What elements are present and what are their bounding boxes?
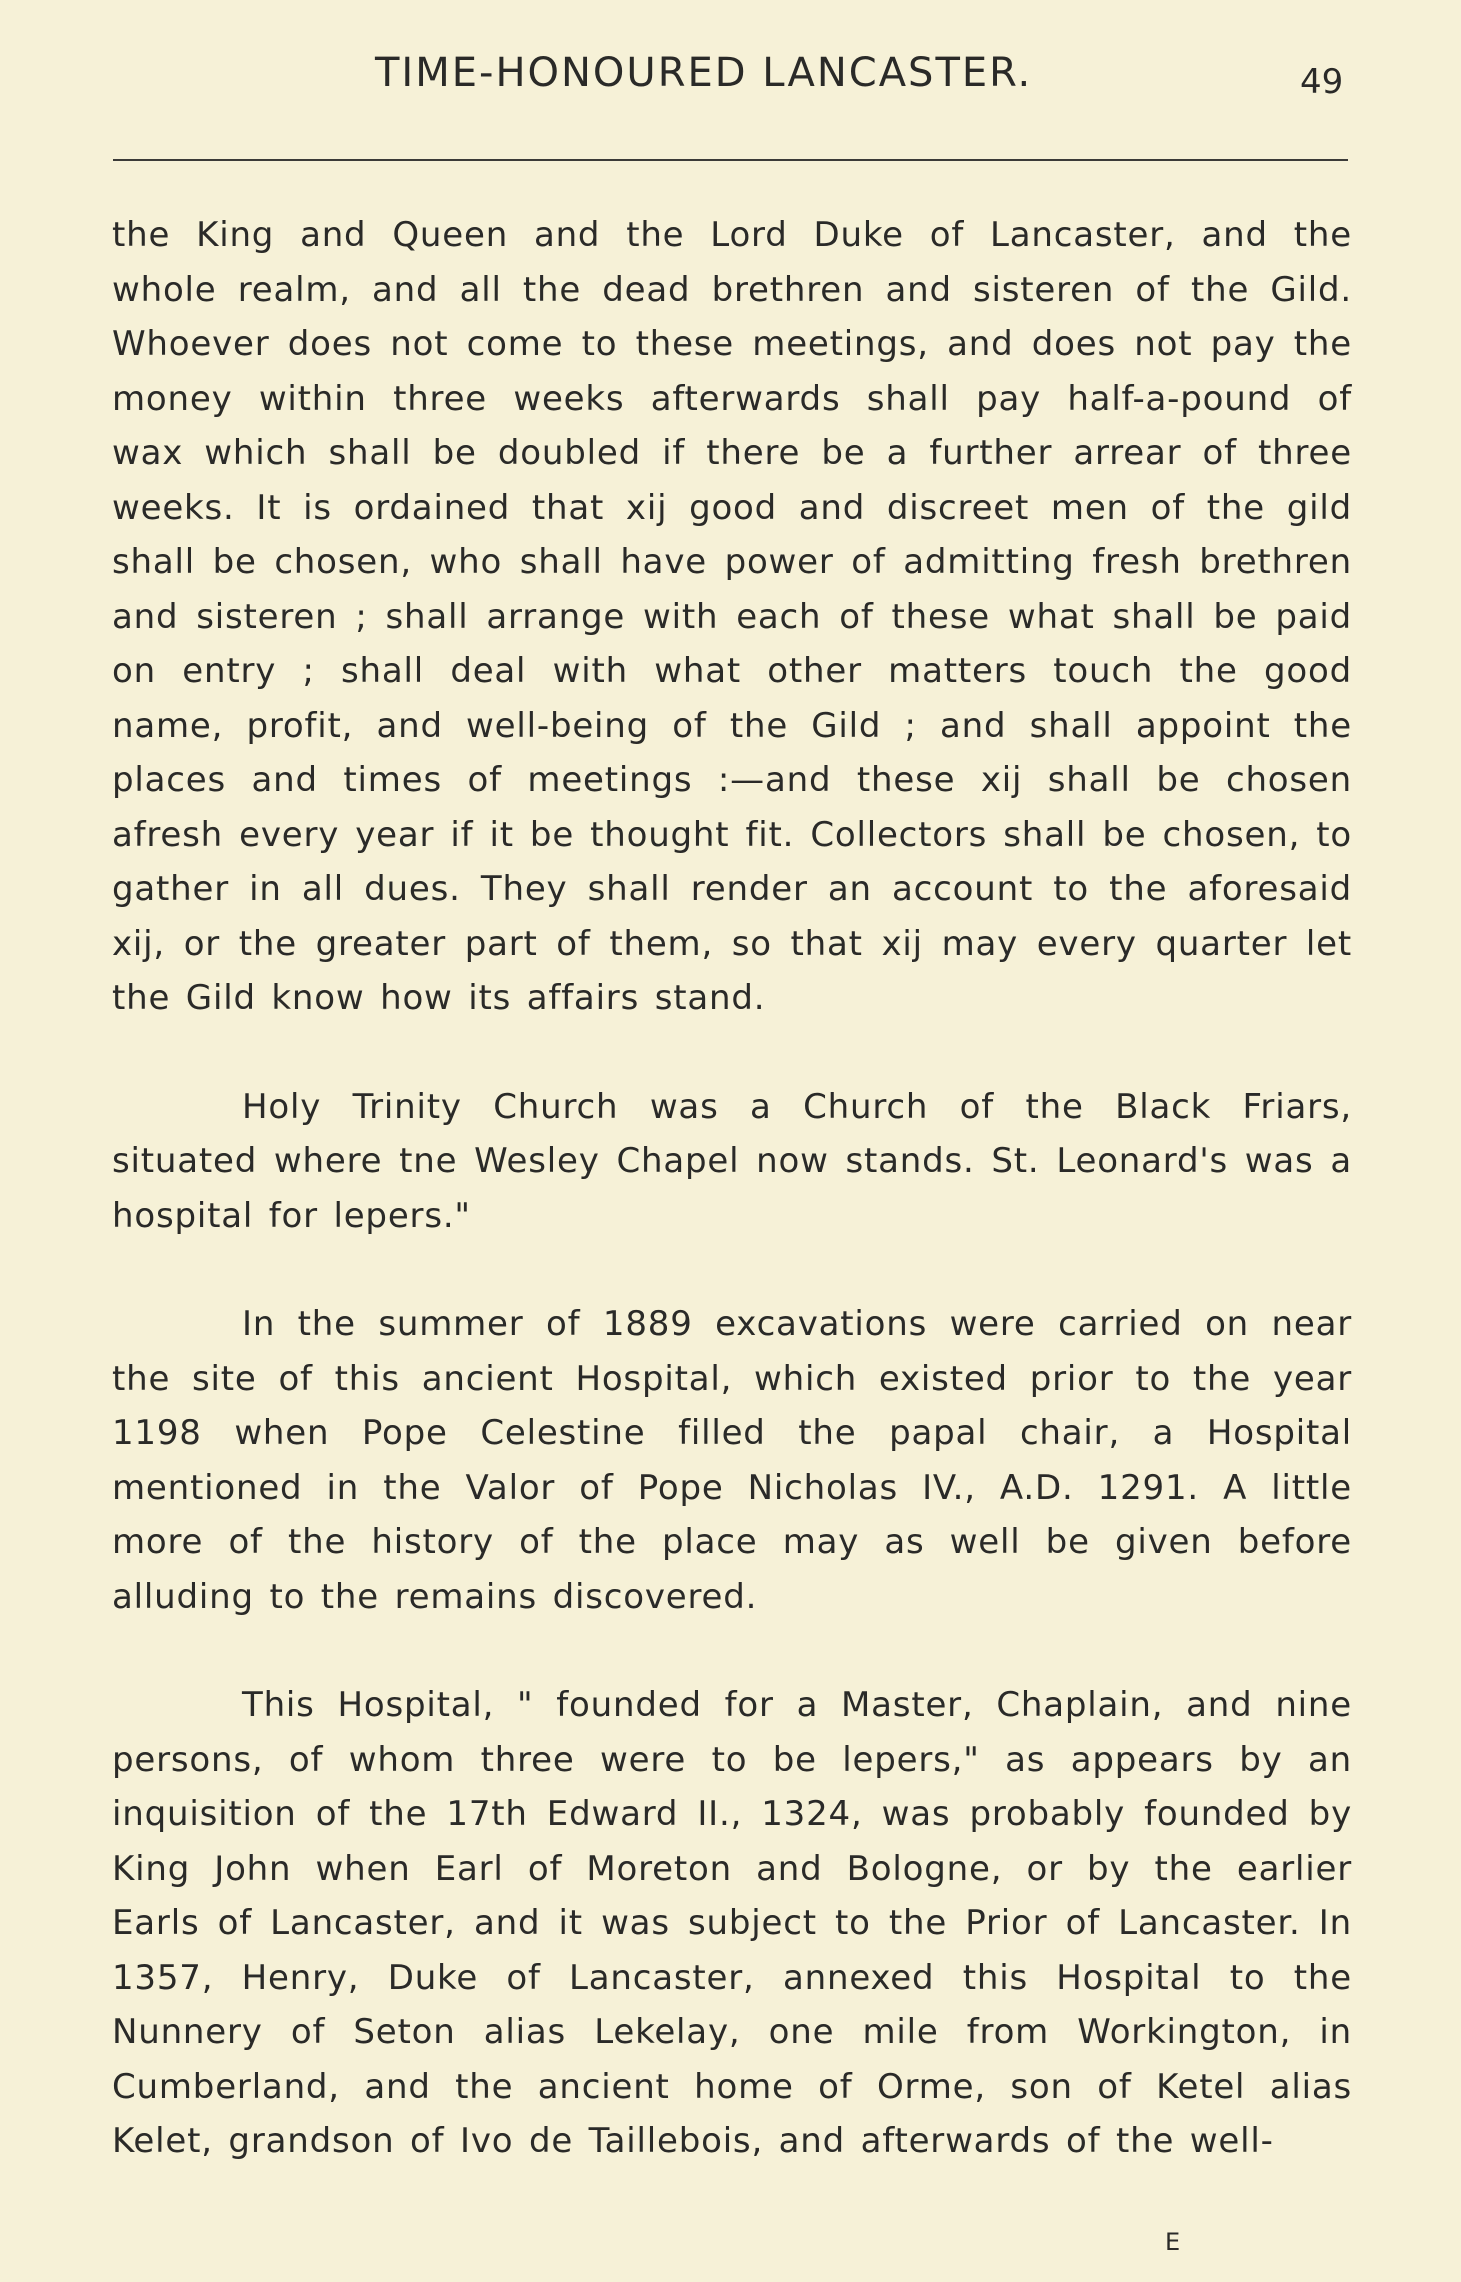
paragraph-gap <box>112 1624 1352 1678</box>
running-head: TIME-HONOURED LANCASTER. <box>375 50 1033 96</box>
header-rule <box>113 159 1348 161</box>
paragraph-gild-ordinances: the King and Queen and the Lord Duke of Lancaster, and the whole realm, and all the dead brethren and sisteren of the Gild. Whoever does not come to these meetings, and does not pay the money within three weeks afterwards shall pay half-a-pound of wax which shall be doubled if there be a further arrear of three weeks. It is ordained that xij good and discreet men of the gild shall be chosen, who shall have power of admitting fresh brethren and sisteren ; shall arrange with each of these what shall be paid on entry ; shall deal with what other matters touch the good name, profit, and well-being of the Gild ; and shall appoint the places and times of meetings :—and these xij shall be chosen afresh every year if it be thought fit. Collectors shall be chosen, to gather in all dues. They shall render an account to the aforesaid xij, or the greater part of them, so that xij may every quarter let the Gild know how its affairs stand. <box>112 215 1352 1018</box>
paragraph-holy-trinity: Holy Trinity Church was a Church of the Black Friars, situated where tne Wesley Chapel now stands. St. Leonard's was a hospital for lepers." <box>112 1086 1352 1236</box>
paragraph-excavations: In the summer of 1889 excavations were carried on near the site of this ancient Hospital, which existed prior to the year 1198 when Pope Celestine filled the papal chair, a Hospital mentioned in the Valor of Pope Nicholas IV., A.D. 1291. A little more of the history of the place may as well be given before alluding to the remains discovered. <box>112 1304 1352 1617</box>
paragraph-gap <box>112 1026 1352 1080</box>
body-text <box>112 208 1352 2169</box>
signature-mark: E <box>1165 2228 1183 2256</box>
page-number: 49 <box>1300 62 1344 102</box>
paragraph-gap <box>112 1243 1352 1297</box>
paragraph-hospital-history: This Hospital, " founded for a Master, Chaplain, and nine persons, of whom three were to be lepers," as appears by an inquisition of the 17th Edward II., 1324, was probably founded by King John when Earl of Moreton and Bologne, or by the earlier Earls of Lancaster, and it was subject to the Prior of Lancaster. In 1357, Henry, Duke of Lancaster, annexed this Hospital to the Nunnery of Seton alias Lekelay, one mile from Workington, in Cumberland, and the ancient home of Orme, son of Ketel alias Kelet, grandson of Ivo de Taillebois, and afterwards of the well- <box>112 1685 1352 2161</box>
page-header <box>0 40 1461 110</box>
